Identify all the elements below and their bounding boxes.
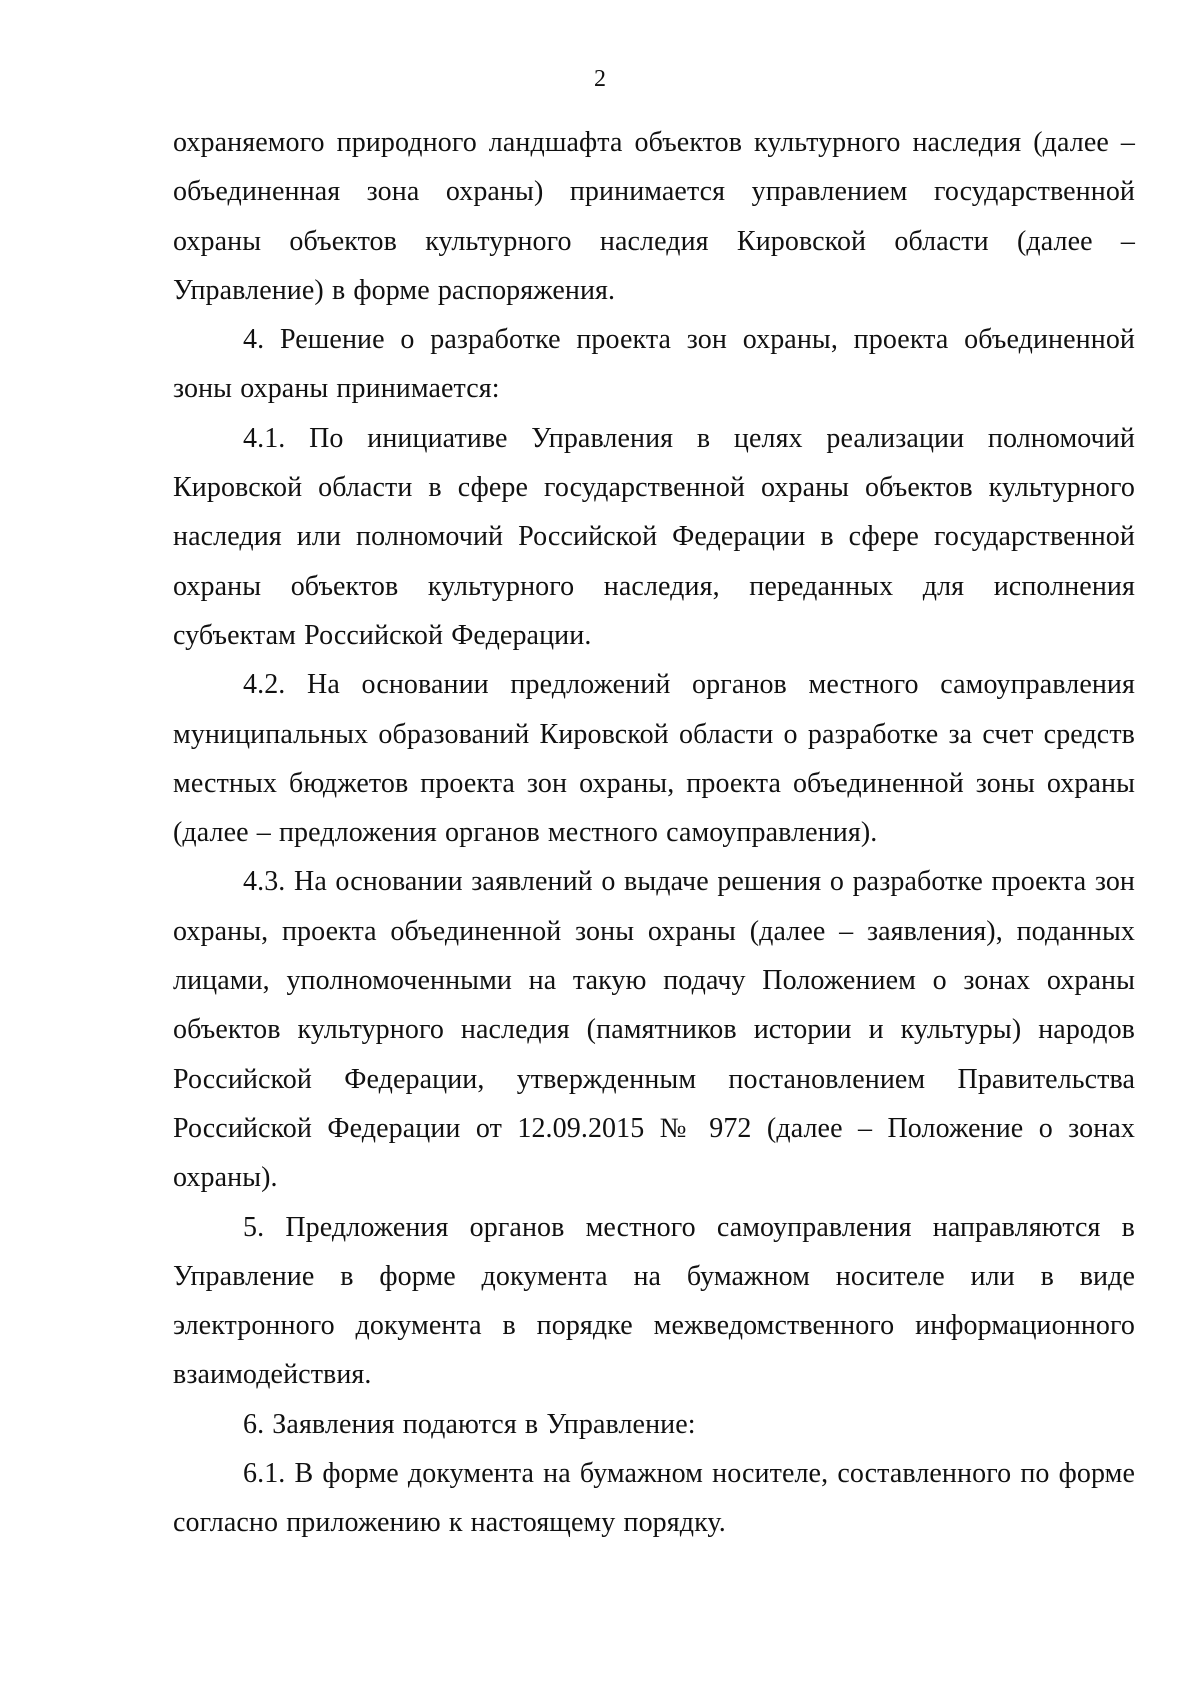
paragraph-4-2: 4.2. На основании предложений органов местного самоуправления муниципальных образований Кировской области о разработке за счет средств местных бюджетов проекта зон охраны, проекта объединенной зоны охраны (далее – предложения органов местного самоуправления). [173, 669, 1135, 849]
paragraph-4: 4. Решение о разработке проекта зон охраны, проекта объединенной зоны охраны принимается: [173, 324, 1135, 405]
paragraph-6-1: 6.1. В форме документа на бумажном носителе, составленного по форме согласно приложению к настоящему порядку. [173, 1458, 1135, 1539]
page-number: 2 [594, 66, 606, 92]
paragraph-4-3: 4.3. На основании заявлений о выдаче решения о разработке проекта зон охраны, проекта объединенной зоны охраны (далее – заявления), поданных лицами, уполномоченными на такую подачу Положением о зонах охраны объектов культурного наследия (памятников истории и культуры) народов Российской Федерации, утвержденным постановлением Правительства Российской Федерации от 12.09.2015 № 972 (далее – Положение о зонах охраны). [173, 866, 1135, 1194]
paragraph-6: 6. Заявления подаются в Управление: [243, 1408, 696, 1440]
paragraph-intro: охраняемого природного ландшафта объектов культурного наследия (далее – объединенная зона охраны) принимается управлением государственной охраны объектов культурного наследия Кировской области (далее – Управление) в форме распоряжения. [173, 127, 1135, 306]
paragraph-4-1: 4.1. По инициативе Управления в целях реализации полномочий Кировской области в сфере государственной охраны объектов культурного наследия или полномочий Российской Федерации в сфере государственной охраны объектов культурного наследия, переданных для исполнения субъектам Российской Федерации. [173, 422, 1135, 651]
document-body [173, 118, 1135, 1548]
paragraph-5: 5. Предложения органов местного самоуправления направляются в Управление в форме документа на бумажном носителе или в виде электронного документа в порядке межведомственного информационного взаимодействия. [173, 1211, 1135, 1391]
